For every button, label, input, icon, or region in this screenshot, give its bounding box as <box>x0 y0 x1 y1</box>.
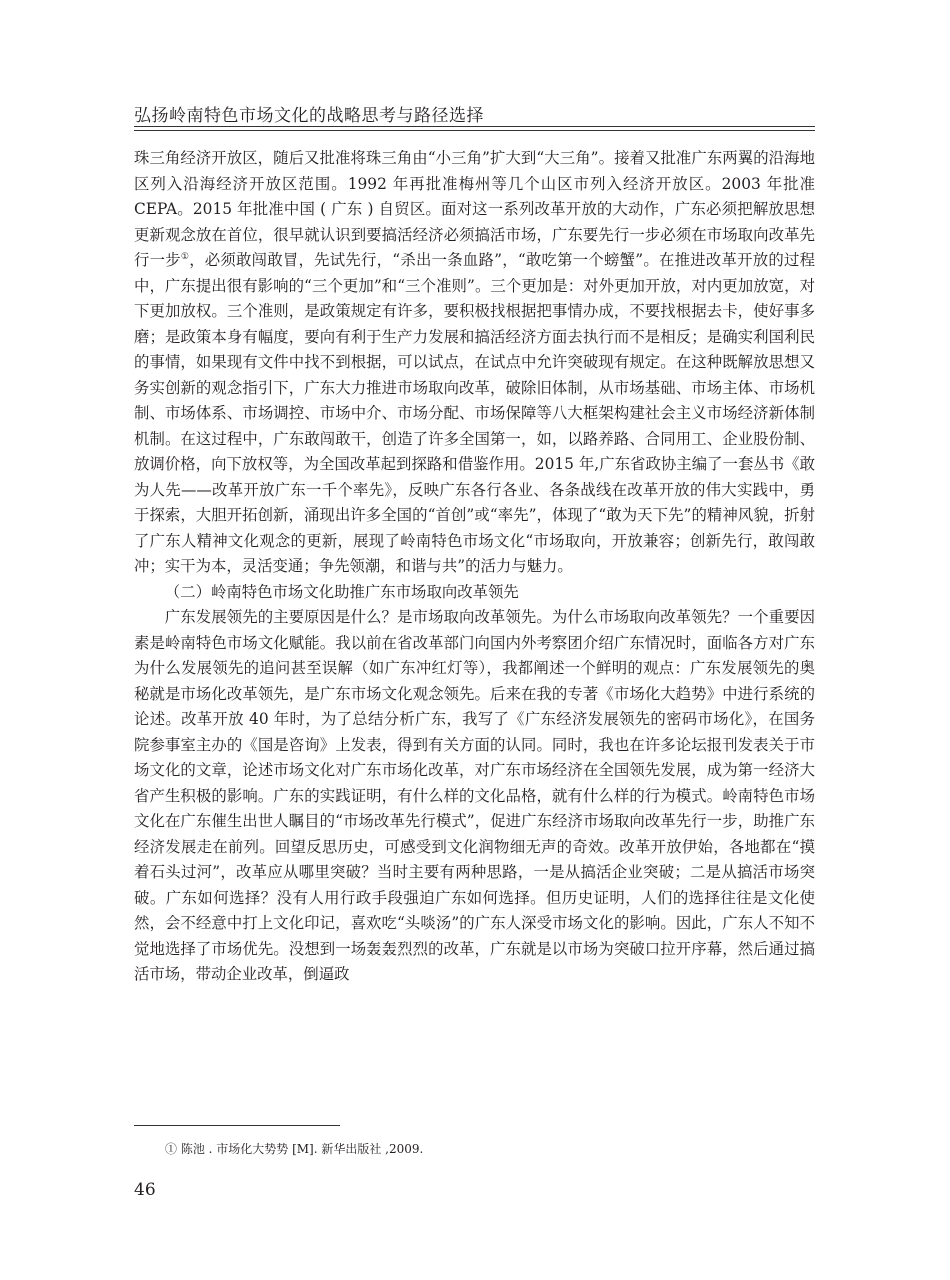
footnote-rule <box>134 1125 340 1126</box>
footnote: ① 陈池 . 市场化大势势 [M]. 新华出版社 ,2009. <box>165 1142 424 1156</box>
section-heading: （二）岭南特色市场文化助推广东市场取向改革领先 <box>164 582 519 601</box>
body-text <box>134 146 815 988</box>
paragraph-1-part-a: 珠三角经济开放区，随后又批准将珠三角由“小三角”扩大到“大三角”。接着又批准广东两翼的沿海地区列入沿海经济开放区范围。1992 年再批准梅州等几个山区市列入经济开放区。2003 年批准 CEPA。2015 年批准中国 ( 广东 ) 自贸区。面对这一系列改革开放的大动作，广东必须把解放思想更新观念放在首位，很早就认识到要搞活经济必须搞活市场，广东要先行一步必须在市场取向改革先行一步 <box>134 149 815 269</box>
page-number: 46 <box>134 1180 156 1200</box>
paragraph-1-part-b: ，必须敢闯敢冒，先试先行，“杀出一条血路”，“敢吃第一个螃蟹”。在推进改革开放的过程中，广东提出很有影响的“三个更加”和“三个准则”。三个更加是：对外更加开放，对内更加放宽，对下更加放权。三个准则，是政策规定有许多，要积极找根据把事情办成，不要找根据去卡，使好事多磨；是政策本身有幅度，要向有利于生产力发展和搞活经济方面去执行而不是相反；是确实利国利民的事情，如果现有文件中找不到根据，可以试点，在试点中允许突破现有规定。在这种既解放思想又务实创新的观念指引下，广东大力推进市场取向改革，破除旧体制，从市场基础、市场主体、市场机制、市场体系、市场调控、市场中介、市场分配、市场保障等八大框架构建社会主义市场经济新体制机制。在这过程中，广东敢闯敢干，创造了许多全国第一，如，以路养路、合同用工、企业股份制、放调价格，向下放权等，为全国改革起到探路和借鉴作用。2015 年,广东省政协主编了一套丛书《敢为人先——改革开放广东一千个率先》，反映广东各行各业、各条战线在改革开放的伟大实践中，勇于探索，大胆开拓创新，涌现出许多全国的“首创”或“率先”，体现了“敢为天下先”的精神风貌，折射了广东人精神文化观念的更新，展现了岭南特色市场文化“市场取向，开放兼容；创新先行，敢闯敢冲；实干为本，灵活变通；争先领潮，和谐与共”的活力与魅力。 <box>134 251 815 575</box>
paragraph-1 <box>134 146 815 580</box>
running-header: 弘扬岭南特色市场文化的战略思考与路径选择 <box>134 106 484 126</box>
header-rule-top <box>134 126 815 127</box>
header-rule-bottom <box>134 130 815 131</box>
footnote-marker[interactable]: ① <box>180 252 190 262</box>
paragraph-2: 广东发展领先的主要原因是什么？是市场取向改革领先。为什么市场取向改革领先？一个重要因素是岭南特色市场文化赋能。我以前在省改革部门向国内外考察团介绍广东情况时，面临各方对广东为什么发展领先的追问甚至误解（如广东冲红灯等），我都阐述一个鲜明的观点：广东发展领先的奥秘就是市场化改革领先，是广东市场文化观念领先。后来在我的专著《市场化大趋势》中进行系统的论述。改革开放 40 年时，为了总结分析广东，我写了《广东经济发展领先的密码市场化》，在国务院参事室主办的《国是咨询》上发表，得到有关方面的认同。同时，我也在许多论坛报刊发表关于市场文化的文章，论述市场文化对广东市场化改革，对广东市场经济在全国领先发展，成为第一经济大省产生积极的影响。广东的实践证明，有什么样的文化品格，就有什么样的行为模式。岭南特色市场文化在广东催生出世人瞩目的“市场改革先行模式”，促进广东经济市场取向改革先行一步，助推广东经济发展走在前列。回望反思历史，可感受到文化润物细无声的奇效。改革开放伊始，各地都在“摸着石头过河”，改革应从哪里突破？当时主要有两种思路，一是从搞活企业突破；二是从搞活市场突破。广东如何选择？没有人用行政手段强迫广东如何选择。但历史证明，人们的选择往往是文化使然，会不经意中打上文化印记，喜欢吃“头啖汤”的广东人深受市场文化的影响。因此，广东人不知不觉地选择了市场优先。没想到一场轰轰烈烈的改革，广东就是以市场为突破口拉开序幕，然后通过搞活市场，带动企业改革，倒逼政 <box>134 608 815 983</box>
